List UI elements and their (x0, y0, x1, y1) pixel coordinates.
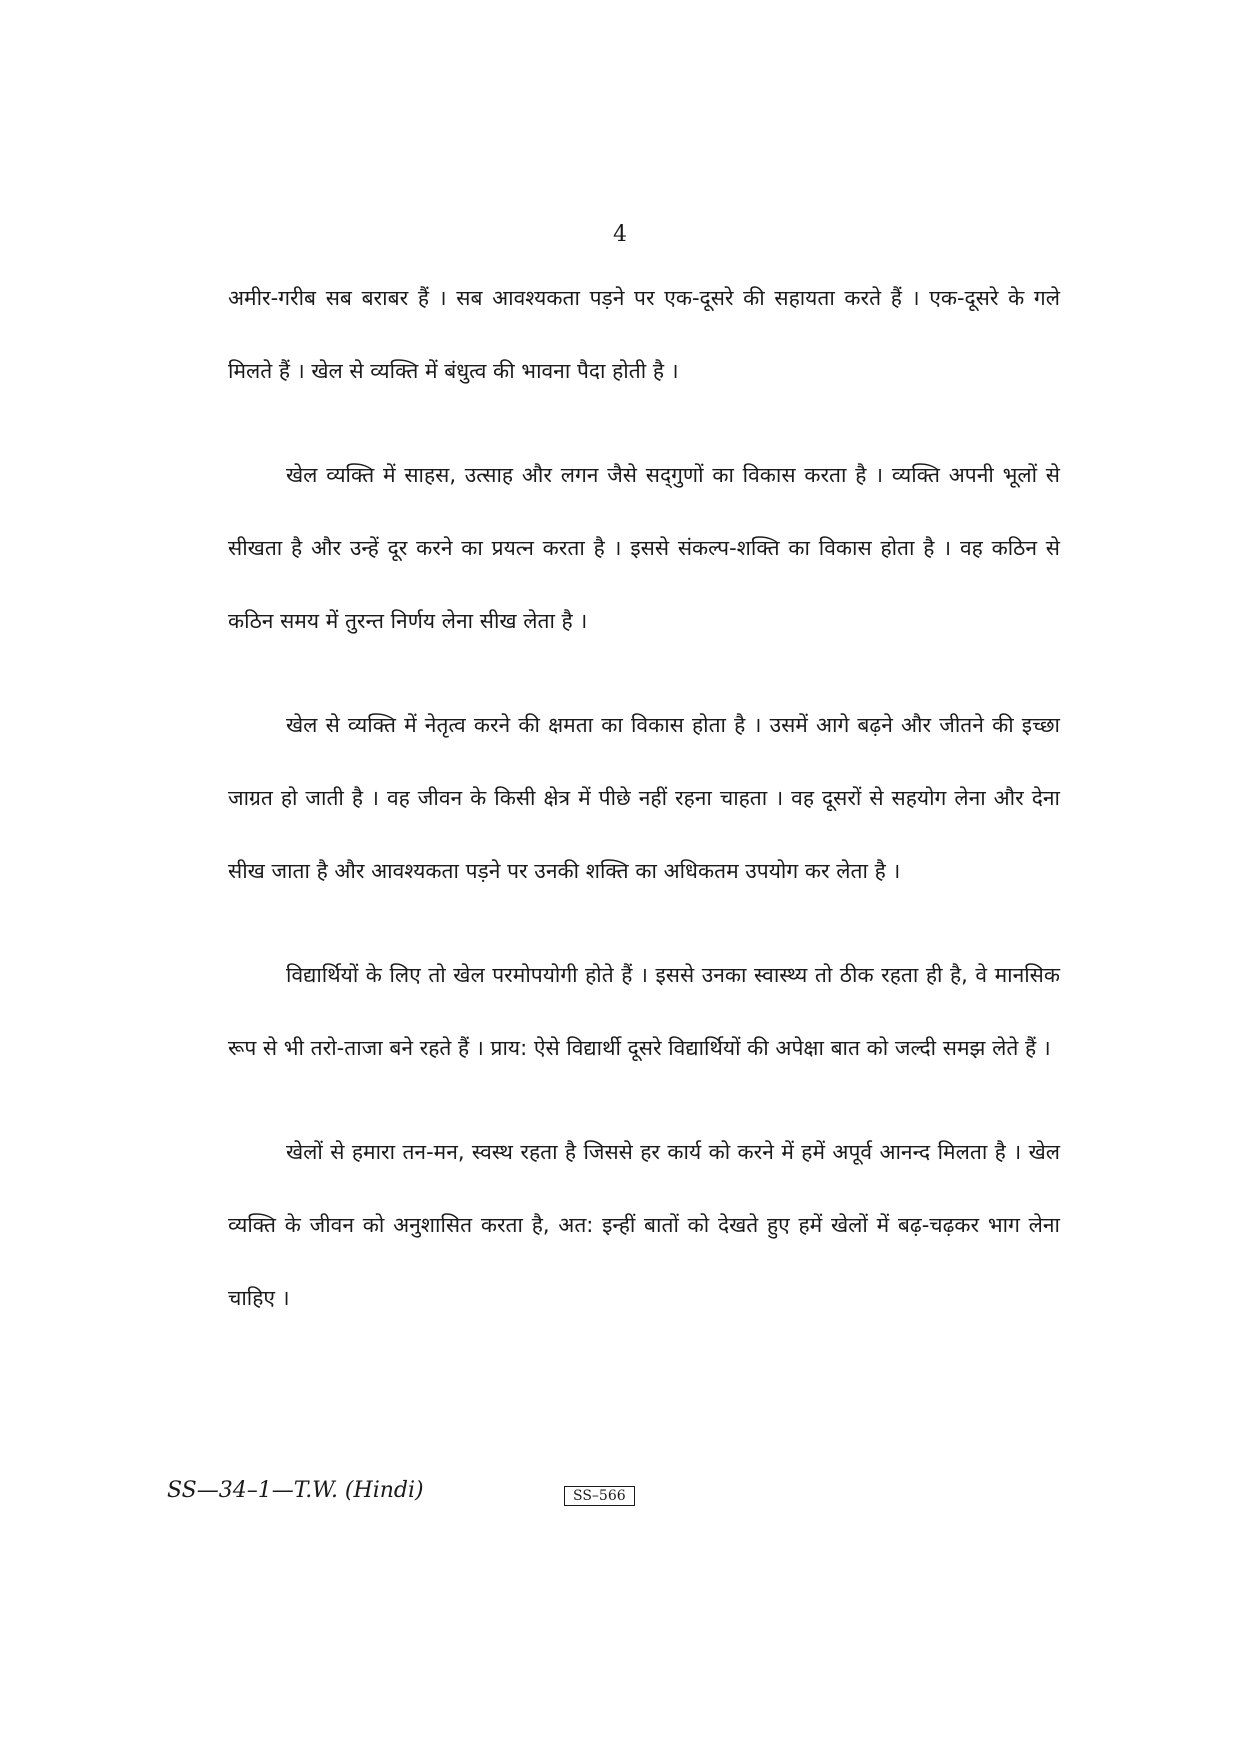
paragraph-1: अमीर-गरीब सब बराबर हैं । सब आवश्यकता पड़ने पर एक-दूसरे की सहायता करते हैं । एक-दूसरे के गले मिलते हैं । खेल से व्यक्ति में बंधुत्व की भावना पैदा होती है । (228, 286, 1060, 383)
paragraph-4: विद्यार्थियों के लिए तो खेल परमोपयोगी होते हैं । इससे उनका स्वास्थ्य तो ठीक रहता ही है, वे मानसिक रूप से भी तरो-ताजा बने रहते हैं । प्राय: ऐसे विद्यार्थी दूसरे विद्यार्थियों की अपेक्षा बात को जल्दी समझ लेते हैं । (228, 963, 1060, 1060)
page-number: 4 (613, 222, 627, 247)
paragraph-2: खेल व्यक्ति में साहस, उत्साह और लगन जैसे सद्‌गुणों का विकास करता है । व्यक्ति अपनी भूलों से सीखता है और उन्हें दूर करने का प्रयत्न करता है । इससे संकल्प-शक्ति का विकास होता है । वह कठिन से कठिन समय में तुरन्त निर्णय लेना सीख लेता है । (228, 463, 1060, 633)
paragraph-5: खेलों से हमारा तन-मन, स्वस्थ रहता है जिससे हर कार्य को करने में हमें अपूर्व आनन्द मिलता है । खेल व्यक्ति के जीवन को अनुशासित करता है, अत: इन्हीं बातों को देखते हुए हमें खेलों में बढ़-चढ़कर भाग लेना चाहिए । (228, 1140, 1060, 1310)
paragraph-3: खेल से व्यक्ति में नेतृत्व करने की क्षमता का विकास होता है । उसमें आगे बढ़ने और जीतने की इच्छा जाग्रत हो जाती है । वह जीवन के किसी क्षेत्र में पीछे नहीं रहना चाहता । वह दूसरों से सहयोग लेना और देना सीख जाता है और आवश्यकता पड़ने पर उनकी शक्ति का अधिकतम उपयोग कर लेता है । (228, 713, 1060, 883)
footer-box-code: SS–566 (564, 1486, 635, 1506)
body-text (228, 262, 1060, 1335)
footer-code: SS—34–1—T.W. (Hindi) (167, 1478, 424, 1503)
